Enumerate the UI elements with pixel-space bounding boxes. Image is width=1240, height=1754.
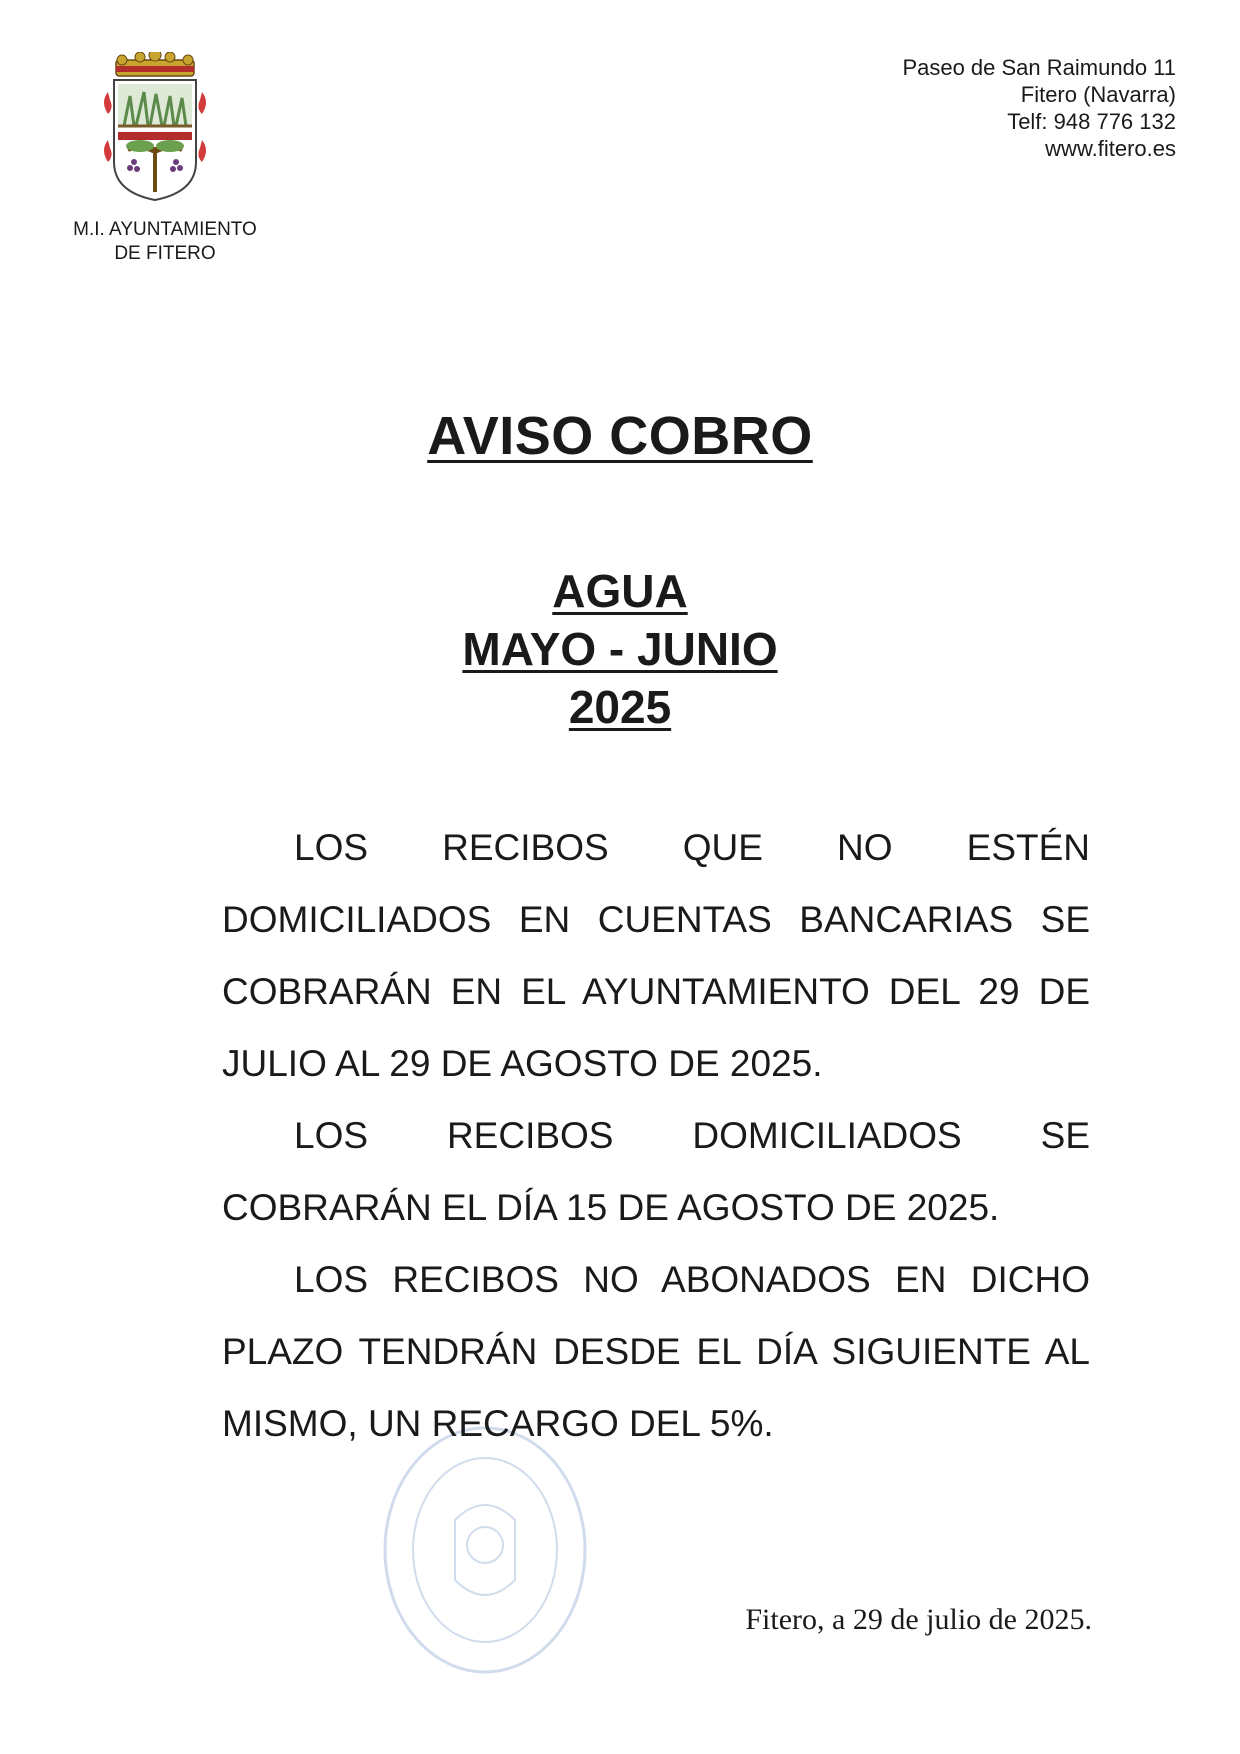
notice-subtitle [0,562,1240,736]
notice-period: MAYO - JUNIO [462,623,778,675]
coat-of-arms-icon [100,52,210,202]
phone-line: Telf: 948 776 132 [1007,109,1176,134]
paragraph-surcharge: LOS RECIBOS NO ABONADOS EN DICHO PLAZO TENDRÁN DESDE EL DÍA SIGUIENTE AL MISMO, UN RECARGO DEL 5%. [222,1259,1090,1444]
org-line-2: DE FITERO [114,243,216,264]
signature-line: Fitero, a 29 de julio de 2025. [745,1603,1092,1636]
address-line: Paseo de San Raimundo 11 [902,55,1176,80]
paragraph-unpaid-receipts: LOS RECIBOS QUE NO ESTÉN DOMICILIADOS EN CUENTAS BANCARIAS SE COBRARÁN EN EL AYUNTAMIENTO DEL 29 DE JULIO AL 29 DE AGOSTO DE 2025. [222,827,1090,1084]
paragraph-direct-debit: LOS RECIBOS DOMICILIADOS SE COBRARÁN EL DÍA 15 DE AGOSTO DE 2025. [222,1115,1090,1228]
contact-block [902,54,1176,162]
notice-title [0,405,1240,467]
organization-name [40,218,290,266]
notice-body [222,812,1090,1460]
notice-subject: AGUA [552,565,688,617]
org-line-1: M.I. AYUNTAMIENTO [73,219,257,240]
city-line: Fitero (Navarra) [1020,82,1176,107]
notice-year: 2025 [568,681,672,733]
website-link[interactable]: www.fitero.es [1045,136,1176,161]
notice-title-text: AVISO COBRO [427,406,813,466]
